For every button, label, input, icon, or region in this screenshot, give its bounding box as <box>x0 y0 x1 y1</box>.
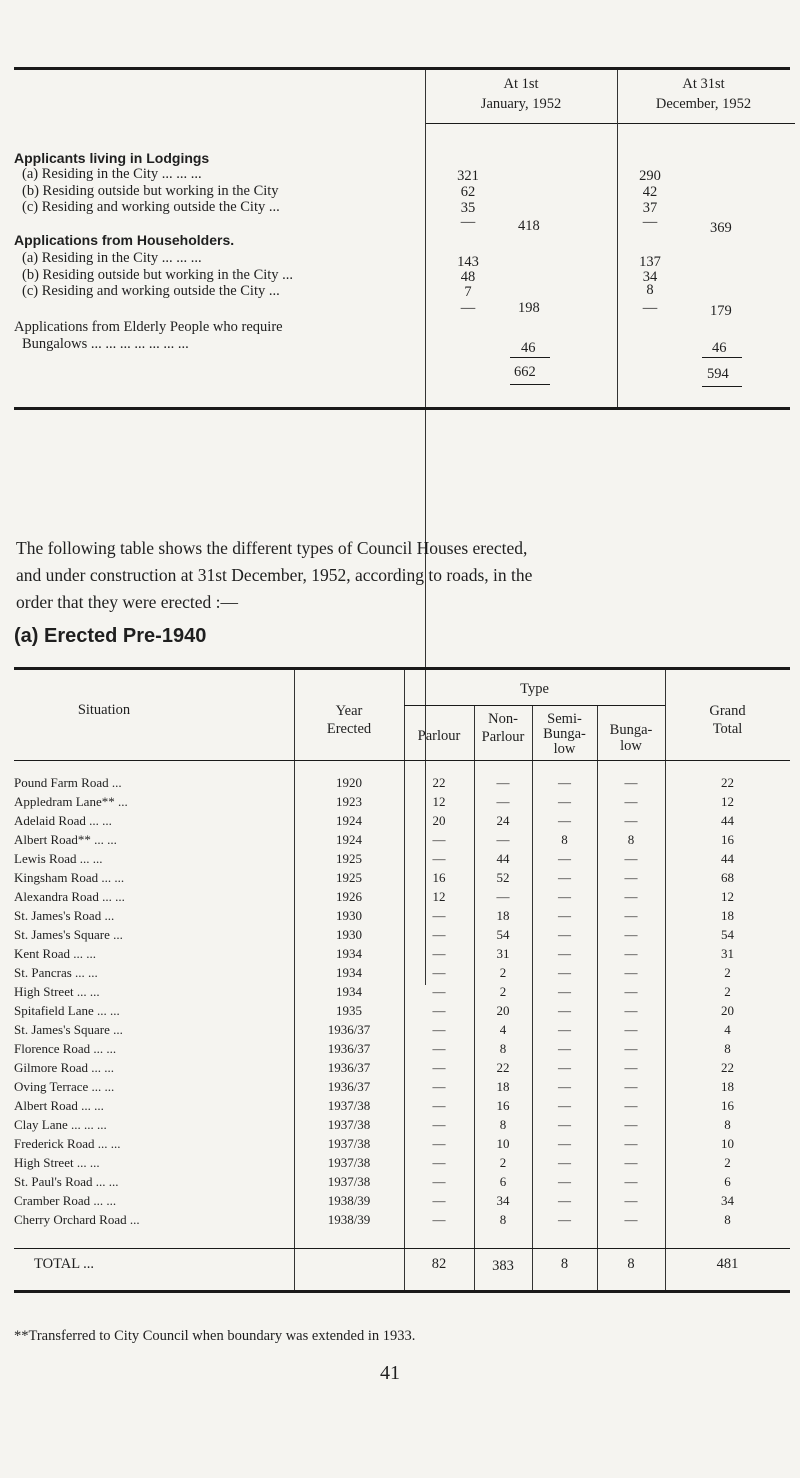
cell-p: — <box>432 927 446 942</box>
year-erected: 1936/37 <box>327 1041 371 1056</box>
cell-value: 137 <box>639 254 661 270</box>
cell-t: 12 <box>721 889 734 904</box>
cell-b: — <box>624 927 638 942</box>
cell-sb: — <box>558 908 571 923</box>
cell-sb: — <box>558 1060 571 1075</box>
header-jan-1952: At 1st January, 1952 <box>480 76 562 112</box>
cell-sb: — <box>558 1136 571 1151</box>
cell-b: — <box>624 775 638 790</box>
cell-np: — <box>496 832 510 847</box>
road-name: Pound Farm Road ... <box>14 775 122 790</box>
cell-np: 8 <box>499 1212 507 1227</box>
total-non-parlour: 383 <box>492 1258 514 1274</box>
road-name: Alexandra Road ... ... <box>14 889 125 904</box>
cell-p: — <box>432 908 446 923</box>
cell-p: — <box>432 1041 446 1056</box>
total-grand: 481 <box>716 1256 739 1272</box>
cell-t: 18 <box>721 1079 734 1094</box>
cell-value: 48 <box>460 269 476 285</box>
cell-sb: — <box>558 1117 571 1132</box>
cell-t: 2 <box>724 984 731 999</box>
dash: — <box>460 214 476 230</box>
cell-p: — <box>432 965 446 980</box>
road-name: St. Pancras ... ... <box>14 965 98 980</box>
subtotal-2: 179 <box>710 303 732 319</box>
cell-value: 8 <box>646 282 654 298</box>
cell-p: — <box>432 832 446 847</box>
cell-p: — <box>432 851 446 866</box>
road-name: Clay Lane ... ... ... <box>14 1117 107 1132</box>
cell-t: 2 <box>724 965 731 980</box>
cell-value: 37 <box>642 200 658 216</box>
cell-t: 6 <box>724 1174 731 1189</box>
elderly-label-line1: Applications from Elderly People who require <box>14 319 283 335</box>
row-label: (a) Residing in the City ... ... ... <box>22 166 202 182</box>
grand-total-1: 662 <box>514 364 536 380</box>
cell-b: — <box>624 1136 638 1151</box>
total-parlour: 82 <box>431 1256 447 1272</box>
road-name: Oving Terrace ... ... <box>14 1079 115 1094</box>
cell-sb: — <box>558 1022 571 1037</box>
road-name: Kent Road ... ... <box>14 946 96 961</box>
header-type: Type <box>520 681 549 697</box>
total-semi-bungalow: 8 <box>560 1256 569 1272</box>
cell-t: 12 <box>721 794 734 809</box>
cell-t: 8 <box>724 1117 731 1132</box>
year-erected: 1934 <box>336 984 362 999</box>
cell-value: 321 <box>457 168 479 184</box>
road-name: St. James's Square ... <box>14 1022 123 1037</box>
row-label: (b) Residing outside but working in the City ... <box>22 267 294 283</box>
cell-value: 35 <box>460 200 476 216</box>
year-erected: 1926 <box>336 889 362 904</box>
cell-t: 20 <box>721 1003 734 1018</box>
year-erected: 1924 <box>336 832 362 847</box>
cell-p: — <box>432 1136 446 1151</box>
cell-np: 20 <box>496 1003 510 1018</box>
cell-b: — <box>624 1041 638 1056</box>
header-dec-1952: At 31st December, 1952 <box>655 76 752 112</box>
cell-sb: — <box>558 813 571 828</box>
cell-p: — <box>432 946 446 961</box>
cell-p: — <box>432 1193 446 1208</box>
elderly-label-line2: Bungalows ... ... ... ... ... ... ... <box>22 336 189 352</box>
cell-value: 62 <box>460 184 476 200</box>
cell-b: — <box>624 946 638 961</box>
cell-p: 12 <box>432 794 446 809</box>
cell-np: 18 <box>496 1079 510 1094</box>
cell-np: 2 <box>499 1155 507 1170</box>
cell-sb: — <box>558 1193 571 1208</box>
year-erected: 1937/38 <box>327 1174 371 1189</box>
intro-paragraph-line1: The following table shows the different types of Council Houses erected, <box>16 538 528 558</box>
cell-t: 16 <box>721 832 734 847</box>
cell-b: — <box>624 1003 638 1018</box>
cell-t: 22 <box>721 1060 734 1075</box>
cell-b: — <box>624 1174 638 1189</box>
cell-p: 22 <box>432 775 446 790</box>
cell-t: 68 <box>721 870 734 885</box>
cell-p: — <box>432 1060 446 1075</box>
header-situation: Situation <box>77 702 131 718</box>
year-erected: 1924 <box>336 813 362 828</box>
subtotal-1: 198 <box>518 300 540 316</box>
page-number: 41 <box>380 1362 400 1384</box>
elderly-value-2: 46 <box>712 340 727 356</box>
cell-b: — <box>624 889 638 904</box>
road-name: St. James's Square ... <box>14 927 123 942</box>
cell-t: 18 <box>721 908 734 923</box>
cell-sb: — <box>558 1041 571 1056</box>
cell-p: — <box>432 1155 446 1170</box>
cell-sb: — <box>558 1003 571 1018</box>
cell-b: — <box>624 1155 638 1170</box>
cell-t: 22 <box>721 775 734 790</box>
cell-sb: — <box>558 927 571 942</box>
cell-np: 44 <box>496 851 510 866</box>
subtotal-1: 418 <box>518 218 540 234</box>
road-name: St. Paul's Road ... ... <box>14 1174 119 1189</box>
year-erected: 1938/39 <box>327 1212 371 1227</box>
cell-sb: — <box>558 1098 571 1113</box>
cell-t: 16 <box>721 1098 734 1113</box>
cell-p: — <box>432 984 446 999</box>
intro-paragraph-line3: order that they were erected :— <box>16 592 239 612</box>
cell-value: 290 <box>639 168 661 184</box>
cell-p: — <box>432 1022 446 1037</box>
subtotal-2: 369 <box>710 220 732 236</box>
cell-sb: — <box>558 984 571 999</box>
cell-np: 16 <box>496 1098 510 1113</box>
cell-b: — <box>624 1022 638 1037</box>
cell-b: — <box>624 1098 638 1113</box>
total-label: TOTAL ... <box>34 1256 95 1272</box>
total-bungalow: 8 <box>627 1256 635 1272</box>
cell-sb: — <box>558 870 571 885</box>
cell-t: 10 <box>721 1136 734 1151</box>
road-name: Albert Road** ... ... <box>14 832 117 847</box>
section-householders-title: Applications from Householders. <box>14 232 235 248</box>
cell-b: — <box>624 908 638 923</box>
cell-sb: — <box>558 775 571 790</box>
year-erected: 1925 <box>336 851 362 866</box>
footnote: **Transferred to City Council when boundary was extended in 1933. <box>14 1328 416 1344</box>
road-name: St. James's Road ... <box>14 908 115 923</box>
header-bungalow: Bunga- low <box>609 722 653 754</box>
dash: — <box>642 214 658 230</box>
row-label: (b) Residing outside but working in the City <box>22 183 279 199</box>
cell-b: — <box>624 984 638 999</box>
cell-np: 54 <box>496 927 510 942</box>
cell-p: — <box>432 1117 446 1132</box>
cell-sb: — <box>558 1155 571 1170</box>
cell-np: 8 <box>499 1041 507 1056</box>
row-label: (c) Residing and working outside the City ... <box>22 199 280 215</box>
cell-b: — <box>624 1117 638 1132</box>
cell-p: 20 <box>432 813 446 828</box>
cell-np: 52 <box>496 870 510 885</box>
cell-t: 2 <box>724 1155 731 1170</box>
cell-np: — <box>496 775 510 790</box>
cell-t: 4 <box>724 1022 731 1037</box>
cell-t: 31 <box>721 946 734 961</box>
road-name: Florence Road ... ... <box>14 1041 117 1056</box>
road-name: Cramber Road ... ... <box>14 1193 117 1208</box>
header-year-erected: Year Erected <box>326 703 372 737</box>
dash: — <box>642 300 658 316</box>
cell-np: 31 <box>496 946 510 961</box>
year-erected: 1934 <box>336 965 362 980</box>
year-erected: 1937/38 <box>327 1098 371 1113</box>
road-name: Cherry Orchard Road ... <box>14 1212 140 1227</box>
year-erected: 1936/37 <box>327 1022 371 1037</box>
cell-p: — <box>432 1174 446 1189</box>
cell-np: 10 <box>496 1136 510 1151</box>
year-erected: 1920 <box>336 775 362 790</box>
year-erected: 1937/38 <box>327 1117 371 1132</box>
section-heading: (a) Erected Pre-1940 <box>14 625 207 647</box>
cell-b: — <box>624 1079 638 1094</box>
cell-sb: — <box>558 889 571 904</box>
cell-np: 34 <box>496 1193 510 1208</box>
cell-np: — <box>496 794 510 809</box>
cell-sb: — <box>558 851 571 866</box>
cell-b: — <box>624 794 638 809</box>
cell-b: — <box>624 1212 638 1227</box>
header-grand-total: Grand Total <box>709 703 746 737</box>
elderly-value-1: 46 <box>521 340 536 356</box>
cell-b: — <box>624 870 638 885</box>
cell-value: 143 <box>457 254 479 270</box>
cell-b: — <box>624 813 638 828</box>
cell-np: 8 <box>499 1117 507 1132</box>
year-erected: 1930 <box>336 908 362 923</box>
cell-np: 4 <box>499 1022 507 1037</box>
road-name: Adelaid Road ... ... <box>14 813 112 828</box>
road-name: Lewis Road ... ... <box>14 851 103 866</box>
cell-t: 8 <box>724 1212 731 1227</box>
year-erected: 1937/38 <box>327 1136 371 1151</box>
road-name: Spitafield Lane ... ... <box>14 1003 120 1018</box>
year-erected: 1935 <box>336 1003 362 1018</box>
header-semi-bungalow: Semi- Bunga- low <box>543 711 586 757</box>
cell-np: 6 <box>499 1174 507 1189</box>
road-name: High Street ... ... <box>14 984 100 999</box>
cell-t: 54 <box>721 927 734 942</box>
road-name: Appledram Lane** ... <box>14 794 128 809</box>
year-erected: 1923 <box>336 794 362 809</box>
cell-sb: — <box>558 1174 571 1189</box>
cell-sb: 8 <box>561 832 568 847</box>
year-erected: 1930 <box>336 927 362 942</box>
cell-t: 8 <box>724 1041 731 1056</box>
cell-p: — <box>432 1098 446 1113</box>
cell-b: — <box>624 1193 638 1208</box>
cell-value: 42 <box>642 184 658 200</box>
grand-total-2: 594 <box>707 366 729 382</box>
intro-paragraph-line2: and under construction at 31st December, 1952, according to roads, in the <box>16 565 533 585</box>
road-name: Kingsham Road ... ... <box>14 870 125 885</box>
cell-p: — <box>432 1003 446 1018</box>
cell-b: — <box>624 851 638 866</box>
cell-t: 44 <box>721 851 734 866</box>
cell-sb: — <box>558 794 571 809</box>
cell-np: 22 <box>496 1060 510 1075</box>
cell-b: 8 <box>627 832 635 847</box>
cell-np: 24 <box>496 813 510 828</box>
cell-b: — <box>624 965 638 980</box>
cell-np: 2 <box>499 965 507 980</box>
cell-value: 7 <box>464 284 472 300</box>
year-erected: 1936/37 <box>327 1060 371 1075</box>
cell-p: 12 <box>432 889 446 904</box>
row-label: (a) Residing in the City ... ... ... <box>22 250 202 266</box>
cell-t: 44 <box>721 813 734 828</box>
row-label: (c) Residing and working outside the City ... <box>22 283 280 299</box>
cell-t: 34 <box>721 1193 734 1208</box>
year-erected: 1938/39 <box>327 1193 371 1208</box>
cell-value: 34 <box>642 269 658 285</box>
section-lodgings-title: Applicants living in Lodgings <box>14 150 210 166</box>
cell-sb: — <box>558 965 571 980</box>
road-name: High Street ... ... <box>14 1155 100 1170</box>
cell-p: — <box>432 1079 446 1094</box>
cell-b: — <box>624 1060 638 1075</box>
header-parlour: Parlour <box>417 728 461 744</box>
year-erected: 1925 <box>336 870 362 885</box>
cell-sb: — <box>558 946 571 961</box>
cell-np: — <box>496 889 510 904</box>
header-non-parlour: Non- Parlour <box>481 711 525 745</box>
cell-p: — <box>432 1212 446 1227</box>
year-erected: 1936/37 <box>327 1079 371 1094</box>
year-erected: 1937/38 <box>327 1155 371 1170</box>
road-name: Frederick Road ... ... <box>14 1136 121 1151</box>
cell-np: 2 <box>499 984 507 999</box>
cell-sb: — <box>558 1079 571 1094</box>
dash: — <box>460 300 476 316</box>
year-erected: 1934 <box>336 946 362 961</box>
cell-p: 16 <box>432 870 446 885</box>
cell-sb: — <box>558 1212 571 1227</box>
road-name: Gilmore Road ... ... <box>14 1060 115 1075</box>
cell-np: 18 <box>496 908 510 923</box>
road-name: Albert Road ... ... <box>14 1098 104 1113</box>
